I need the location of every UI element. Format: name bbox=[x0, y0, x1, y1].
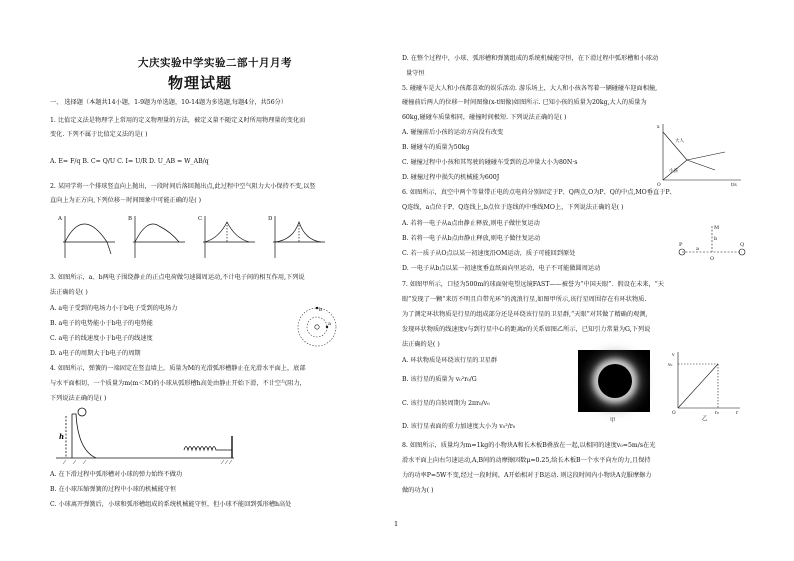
q6-label-a: a bbox=[696, 246, 699, 252]
q5-option-a: A. 碰撞前后小孩的运动方向没有改变 bbox=[402, 129, 504, 136]
q7-line2: 眼”发现了一颗“来历不明且自带光环”的流浪行星,如图甲所示,该行星周围存在有环状物质. bbox=[402, 296, 647, 303]
q2-graph-d-label: D bbox=[268, 216, 273, 222]
q6-charges-figure bbox=[672, 222, 752, 262]
q5-line1: 5. 碰碰车是大人和小孩都喜欢的娱乐活动. 游乐场上，大人和小孩各驾着一辆碰碰车迎面相撞, bbox=[402, 85, 658, 92]
q8-line3: 力的功率P=5W不变,经过一段时间，A开始相对于B运动. 则这段时间内小物块A克服摩擦力 bbox=[402, 472, 652, 479]
q2-graph-a-label: A bbox=[58, 216, 62, 222]
q7-axis-v: v bbox=[672, 353, 675, 358]
q4-option-d-line1: D. 在整个过程中，小球、弧形槽和弹簧组成的系统机械能守恒，在下滑过程中弧形槽和小球动 bbox=[402, 55, 659, 62]
q7-option-b: B. 该行星的质量为 v₀²r₀/G bbox=[402, 376, 477, 383]
q5-line2: 碰撞前后两人的位移－时间图像(x-t图像)如图所示. 已知小孩的质量为20kg,大人的质量为 bbox=[402, 99, 647, 106]
q2-line1: 2. 某同学将一个排球竖直向上抛出，一段时间后落回抛出点,此过程中空气阻力大小保持不变,以竖 bbox=[50, 183, 316, 190]
q6-option-a: A. 若将一电子从a点由静止释放,则电子做往复运动 bbox=[402, 220, 540, 227]
q7-option-a: A. 环状物质是环绕该行星的卫星群 bbox=[402, 357, 498, 364]
q6-label-p: P bbox=[679, 242, 683, 248]
q3-option-c: C. a电子的线速度小于b电子的线速度 bbox=[50, 335, 153, 342]
page-number: 1 bbox=[394, 520, 399, 528]
q6-label-o: O bbox=[710, 256, 715, 262]
q4-line1: 4. 如图所示，弹簧的一端固定在竖直墙上，质量为M的光滑弧形槽静止在光滑水平面上，底部 bbox=[50, 365, 306, 372]
q6-label-m: M bbox=[714, 225, 720, 231]
q4-label-h: h bbox=[59, 432, 65, 441]
q5-axis-t: t/s bbox=[731, 183, 737, 188]
planet-ring bbox=[598, 364, 632, 398]
q5-option-c: C. 碰撞过程中小孩和其驾驶的碰碰车受到的总冲量大小为80N·s bbox=[402, 159, 578, 166]
q4-option-d-line2: 量守恒 bbox=[406, 70, 425, 77]
q5-label-child: 小孩 bbox=[669, 169, 678, 174]
q4-spring-figure bbox=[56, 406, 236, 468]
q3-option-a: A. a电子受到的电场力小于b电子受到的电场力 bbox=[50, 305, 178, 312]
q5-label-adult: 大人 bbox=[675, 139, 684, 144]
q8-line1: 8. 如图所示，质量均为m=1kg的小物块A和长木板B叠放在一起,以相同的速度v₀=5m/s在光 bbox=[402, 442, 656, 449]
subject-title: 物理试题 bbox=[168, 74, 233, 92]
q7-axis-r: r bbox=[736, 411, 739, 416]
q7-label-r0: r₀ bbox=[715, 411, 719, 416]
q7-caption-yi: 乙 bbox=[702, 416, 708, 422]
q2-graphs bbox=[55, 212, 345, 262]
q6-line1: 6. 如图所示，真空中两个等量带正电的点电荷分别固定于P、Q两点,O为P、Q的中点,MO垂直于P、 bbox=[402, 189, 676, 196]
q7-origin: O bbox=[672, 411, 676, 416]
q6-label-q: Q bbox=[740, 242, 745, 248]
q2-line2: 直向上为正方向,下列位移－时间图象中可能正确的是( ) bbox=[50, 197, 202, 204]
q3-label-a: a bbox=[328, 321, 331, 327]
q7-vr-graph bbox=[668, 350, 744, 422]
q4-line3: 下列说法正确的是( ) bbox=[50, 395, 107, 402]
q6-option-d: D. 一电子从b点以某一初速度垂直纸面向里运动，电子不可能做圆周运动 bbox=[402, 265, 601, 272]
section-heading: 一、 选择题（本题共14小题，1-9题为单选题，10-14题为多选题,每题4分，共56分） bbox=[50, 99, 288, 106]
q1-line1: 1. 比值定义法是物理学上常用的定义物理量的方法，被定义量不随定义时所用物理量的变化而 bbox=[50, 117, 306, 124]
q7-caption-jia: 甲 bbox=[610, 418, 616, 424]
q6-line2: Q连线，a点位于P、Q连线上,b点位于连线的中垂线MO上，下列说法正确的是( ) bbox=[402, 204, 624, 211]
q2-graph-b-label: B bbox=[128, 216, 133, 222]
q4-option-c: C. 小球离开弹簧后，小球和弧形槽组成的系统机械能守恒，但小球不能回到弧形槽h高处 bbox=[50, 501, 292, 508]
q8-line2: 滑水平面上向右匀速运动,A,B间的动摩擦因数μ=0.25,给长木板B一个水平向左的力,且保持 bbox=[402, 457, 651, 464]
q3-line1: 3. 如图所示，a、b两电子围绕静止的正点电荷做匀速圆周运动,不计电子间的相互作用,下列说 bbox=[50, 274, 305, 281]
q7-planet-photo bbox=[578, 350, 650, 412]
q1-line2: 变化. 下列不属于比值定义法的是( ) bbox=[50, 131, 148, 138]
q3-option-d: D. a电子的周期大于b电子的周期 bbox=[50, 350, 141, 357]
q7-label-v0: v₀ bbox=[668, 363, 673, 368]
q6-option-c: C. 若一质子从O点以某一初速度沿OM运动，质子可能回到原处 bbox=[402, 250, 576, 257]
q7-line3: 为了测定环状物质是行星的组成部分还是环绕该行星的卫星群,“天眼”对其做了精确的观测, bbox=[402, 311, 648, 318]
q7-line1: 7. 如图甲所示，口径为500m的球面射电望远镜FAST——被誉为“中国天眼”．假设在未来，“天 bbox=[402, 281, 664, 288]
q5-line3: 60kg,碰碰车质量相同，碰撞时间极短. 下列说法正确的是( ) bbox=[402, 114, 567, 121]
q4-line2: 与水平面相切，一个质量为m(m＜M)的小球从弧形槽h高处由静止开始下滑，不计空气阻力， bbox=[50, 380, 306, 387]
q5-xt-graph bbox=[655, 122, 745, 188]
q3-label-b: b bbox=[319, 307, 323, 313]
q5-option-d: D. 碰撞过程中损失的机械能为600J bbox=[402, 174, 500, 181]
q7-line5: 法正确的是( ) bbox=[402, 341, 440, 348]
q7-option-c: C. 该行星的自转周期为 2πr₀/v₀ bbox=[402, 400, 490, 407]
q6-option-b: B. 若将一电子从b点由静止释放,则电子做往复运动 bbox=[402, 235, 541, 242]
q8-line4: 做的功为( ) bbox=[402, 487, 434, 494]
q5-option-b: B. 碰碰车的质量为50kg bbox=[402, 144, 470, 151]
q1-options: A. E= F/q B. C= Q/U C. I= U/R D. U_AB = W_AB/q bbox=[50, 158, 209, 165]
q5-axis-x: x bbox=[657, 125, 660, 130]
q4-option-b: B. 在小球压缩弹簧的过程中小球的机械能守恒 bbox=[50, 486, 177, 493]
q4-option-a: A. 在下滑过程中弧形槽对小球的弹力始终不做功 bbox=[50, 471, 183, 478]
q6-label-b: b bbox=[714, 236, 718, 242]
q7-line4: 发现环状物质的线速度v与到行星中心的距离r的关系如图乙所示，已知引力常量为G,下列说 bbox=[402, 326, 651, 333]
q3-option-b: B. a电子的电势能小于b电子的电势能 bbox=[50, 320, 153, 327]
q2-graph-c-label: C bbox=[198, 216, 203, 222]
q3-line2: 法正确的是( ) bbox=[50, 289, 88, 296]
school-title: 大庆实验中学实验二部十月月考 bbox=[138, 57, 292, 69]
q3-orbit-figure bbox=[295, 305, 345, 355]
q5-origin: O bbox=[657, 183, 661, 188]
q7-option-d: D. 该行星表面的重力加速度大小为 v₀²/r₀ bbox=[402, 423, 516, 430]
